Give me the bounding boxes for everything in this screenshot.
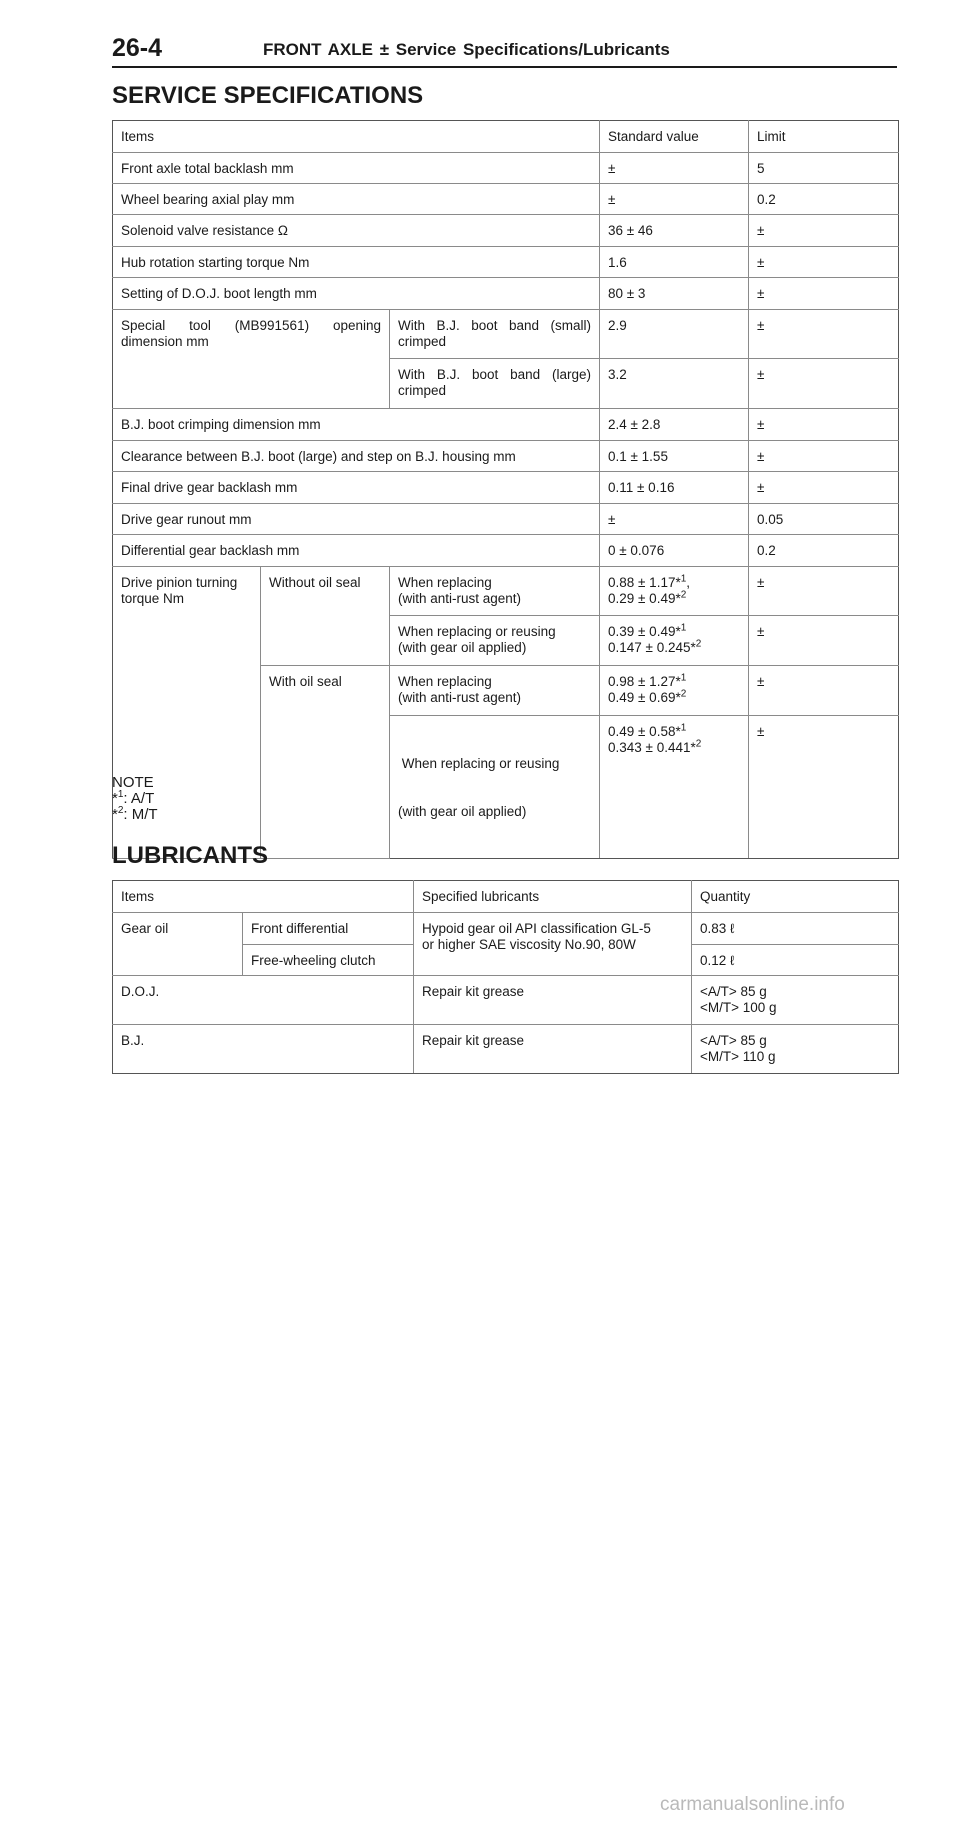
limit-cell: 0.2 <box>749 184 899 215</box>
limit-cell: 0.2 <box>749 535 899 567</box>
col-header-items: Items <box>113 881 414 913</box>
condition-line: (with gear oil applied) <box>398 640 527 655</box>
value-text: 0.147 ± 0.245* <box>608 640 696 655</box>
table-row <box>113 472 899 504</box>
item-cell: B.J. <box>113 1025 414 1074</box>
item-cell: Setting of D.O.J. boot length mm <box>113 278 600 310</box>
footnote-mark: 1 <box>680 722 687 734</box>
footnote-mark: 2 <box>680 589 687 601</box>
limit-cell: ± <box>749 359 899 409</box>
standard-cell <box>600 666 749 716</box>
note-text: : A/T <box>123 790 155 807</box>
quantity-cell <box>692 976 899 1025</box>
lubricant-cell <box>414 913 692 976</box>
value-text: 0.39 ± 0.49* <box>608 624 681 639</box>
item-cell: Clearance between B.J. boot (large) and step on B.J. housing mm <box>113 441 600 472</box>
col-header-standard: Standard value <box>600 121 749 153</box>
condition-line: (with gear oil applied) <box>398 804 527 819</box>
quantity-cell <box>692 1025 899 1074</box>
condition-line: When replacing <box>398 674 492 689</box>
condition-line: When replacing or reusing <box>398 624 556 639</box>
item-cell: Drive gear runout mm <box>113 504 600 535</box>
lubricants-heading: LUBRICANTS <box>112 842 268 869</box>
footer-watermark: carmanualsonline.info <box>660 1794 845 1815</box>
note-star: * <box>112 790 118 807</box>
limit-cell: 5 <box>749 153 899 184</box>
col-header-lubricants: Specified lubricants <box>414 881 692 913</box>
lubricant-cell: Repair kit grease <box>414 1025 692 1074</box>
note-text: : M/T <box>123 806 158 823</box>
sub-item-cell: Front differential <box>243 913 414 945</box>
limit-cell: ± <box>749 247 899 278</box>
value-text: 0.49 ± 0.69* <box>608 690 681 705</box>
footnote-mark: 1 <box>117 789 124 800</box>
standard-cell: 0 ± 0.076 <box>600 535 749 567</box>
col-header-limit: Limit <box>749 121 899 153</box>
footnote-mark: 2 <box>695 738 702 750</box>
footnote-mark: 1 <box>680 622 687 634</box>
standard-cell: 0.1 ± 1.55 <box>600 441 749 472</box>
footnote-mark: 2 <box>695 638 702 650</box>
table-row <box>113 278 899 310</box>
limit-cell: 0.05 <box>749 504 899 535</box>
value-line <box>608 575 740 591</box>
lubricant-line: Hypoid gear oil API classification GL-5 <box>422 921 651 936</box>
condition-cell <box>390 567 600 616</box>
sub-item-cell: With oil seal <box>261 666 390 859</box>
item-cell: Final drive gear backlash mm <box>113 472 600 504</box>
value-text: 0.343 ± 0.441* <box>608 740 696 755</box>
value-line <box>608 740 740 756</box>
standard-cell: 3.2 <box>600 359 749 409</box>
item-cell: Solenoid valve resistance Ω <box>113 215 600 247</box>
lubricant-cell: Repair kit grease <box>414 976 692 1025</box>
limit-cell: ± <box>749 666 899 716</box>
value-text: 0.98 ± 1.27* <box>608 674 681 689</box>
quantity-line: <A/T> 85 g <box>700 1033 767 1048</box>
limit-cell: ± <box>749 278 899 310</box>
quantity-cell: 0.12 ℓ <box>692 945 899 976</box>
table-row <box>113 567 899 616</box>
quantity-cell: 0.83 ℓ <box>692 913 899 945</box>
sub-item-cell: Free-wheeling clutch <box>243 945 414 976</box>
item-cell: Special tool (MB991561) opening dimension mm <box>113 310 390 409</box>
standard-cell: 36 ± 46 <box>600 215 749 247</box>
standard-cell: 0.11 ± 0.16 <box>600 472 749 504</box>
item-cell: Front axle total backlash mm <box>113 153 600 184</box>
table-row <box>113 409 899 441</box>
standard-cell: ± <box>600 504 749 535</box>
item-cell: D.O.J. <box>113 976 414 1025</box>
value-line <box>608 591 740 607</box>
table-row <box>113 504 899 535</box>
service-specs-heading: SERVICE SPECIFICATIONS <box>112 82 424 109</box>
condition-cell <box>390 716 600 859</box>
limit-cell: ± <box>749 567 899 616</box>
footnote-mark: 2 <box>117 805 124 816</box>
condition-line: When replacing <box>398 575 492 590</box>
limit-cell: ± <box>749 310 899 359</box>
quantity-line: <M/T> 110 g <box>700 1049 776 1064</box>
value-line <box>608 724 740 740</box>
standard-cell: ± <box>600 153 749 184</box>
footnote-mark: 1 <box>680 573 687 585</box>
page-title: FRONT AXLE ± Service Specifications/Lubricants <box>263 40 670 59</box>
lubricant-line: or higher SAE viscosity No.90, 80W <box>422 937 636 952</box>
condition-line: (with anti-rust agent) <box>398 690 522 705</box>
table-row <box>113 247 899 278</box>
note-title: NOTE <box>112 774 154 791</box>
quantity-line: <A/T> 85 g <box>700 984 767 999</box>
standard-cell <box>600 616 749 666</box>
table-row <box>113 913 899 945</box>
value-line <box>608 624 740 640</box>
table-row <box>113 535 899 567</box>
table-row <box>113 184 899 215</box>
value-text: 0.49 ± 0.58* <box>608 724 681 739</box>
standard-cell: 1.6 <box>600 247 749 278</box>
condition-line: When replacing or reusing <box>398 756 560 771</box>
note-star: * <box>112 806 118 823</box>
table-header-row <box>113 881 899 913</box>
lubricants-table <box>112 880 899 1074</box>
sub-item-cell: With B.J. boot band (small) crimped <box>390 310 600 359</box>
limit-cell: ± <box>749 616 899 666</box>
table-row <box>113 215 899 247</box>
limit-cell: ± <box>749 441 899 472</box>
item-cell: Gear oil <box>113 913 243 976</box>
condition-cell <box>390 616 600 666</box>
item-cell: Differential gear backlash mm <box>113 535 600 567</box>
value-text: 0.88 ± 1.17* <box>608 575 681 590</box>
standard-cell: ± <box>600 184 749 215</box>
limit-cell: ± <box>749 215 899 247</box>
sub-item-cell: Without oil seal <box>261 567 390 666</box>
table-row <box>113 153 899 184</box>
page-number: 26-4 <box>112 34 163 62</box>
quantity-line: <M/T> 100 g <box>700 1000 777 1015</box>
sub-item-cell: With B.J. boot band (large) crimped <box>390 359 600 409</box>
value-line <box>608 674 740 690</box>
table-row <box>113 976 899 1025</box>
limit-cell: ± <box>749 409 899 441</box>
item-cell: Drive pinion turning torque Nm <box>113 567 261 859</box>
footnote-mark: 1 <box>680 672 687 684</box>
note-block <box>112 775 158 823</box>
value-line <box>608 640 740 656</box>
note-line <box>112 807 158 823</box>
standard-cell: 2.4 ± 2.8 <box>600 409 749 441</box>
limit-cell: ± <box>749 472 899 504</box>
standard-cell <box>600 567 749 616</box>
condition-cell <box>390 666 600 716</box>
col-header-items: Items <box>113 121 600 153</box>
service-specs-table <box>112 120 899 859</box>
item-cell: Wheel bearing axial play mm <box>113 184 600 215</box>
item-cell: B.J. boot crimping dimension mm <box>113 409 600 441</box>
value-line <box>608 690 740 706</box>
col-header-quantity: Quantity <box>692 881 899 913</box>
limit-cell: ± <box>749 716 899 859</box>
condition-line: (with anti-rust agent) <box>398 591 522 606</box>
table-row <box>113 310 899 359</box>
table-row <box>113 1025 899 1074</box>
item-cell: Hub rotation starting torque Nm <box>113 247 600 278</box>
table-header-row <box>113 121 899 153</box>
value-text: 0.29 ± 0.49* <box>608 591 681 606</box>
footnote-mark: 2 <box>680 688 687 700</box>
header-rule <box>112 66 897 68</box>
value-punct: , <box>686 575 691 590</box>
standard-cell <box>600 716 749 859</box>
standard-cell: 2.9 <box>600 310 749 359</box>
table-row <box>113 441 899 472</box>
standard-cell: 80 ± 3 <box>600 278 749 310</box>
